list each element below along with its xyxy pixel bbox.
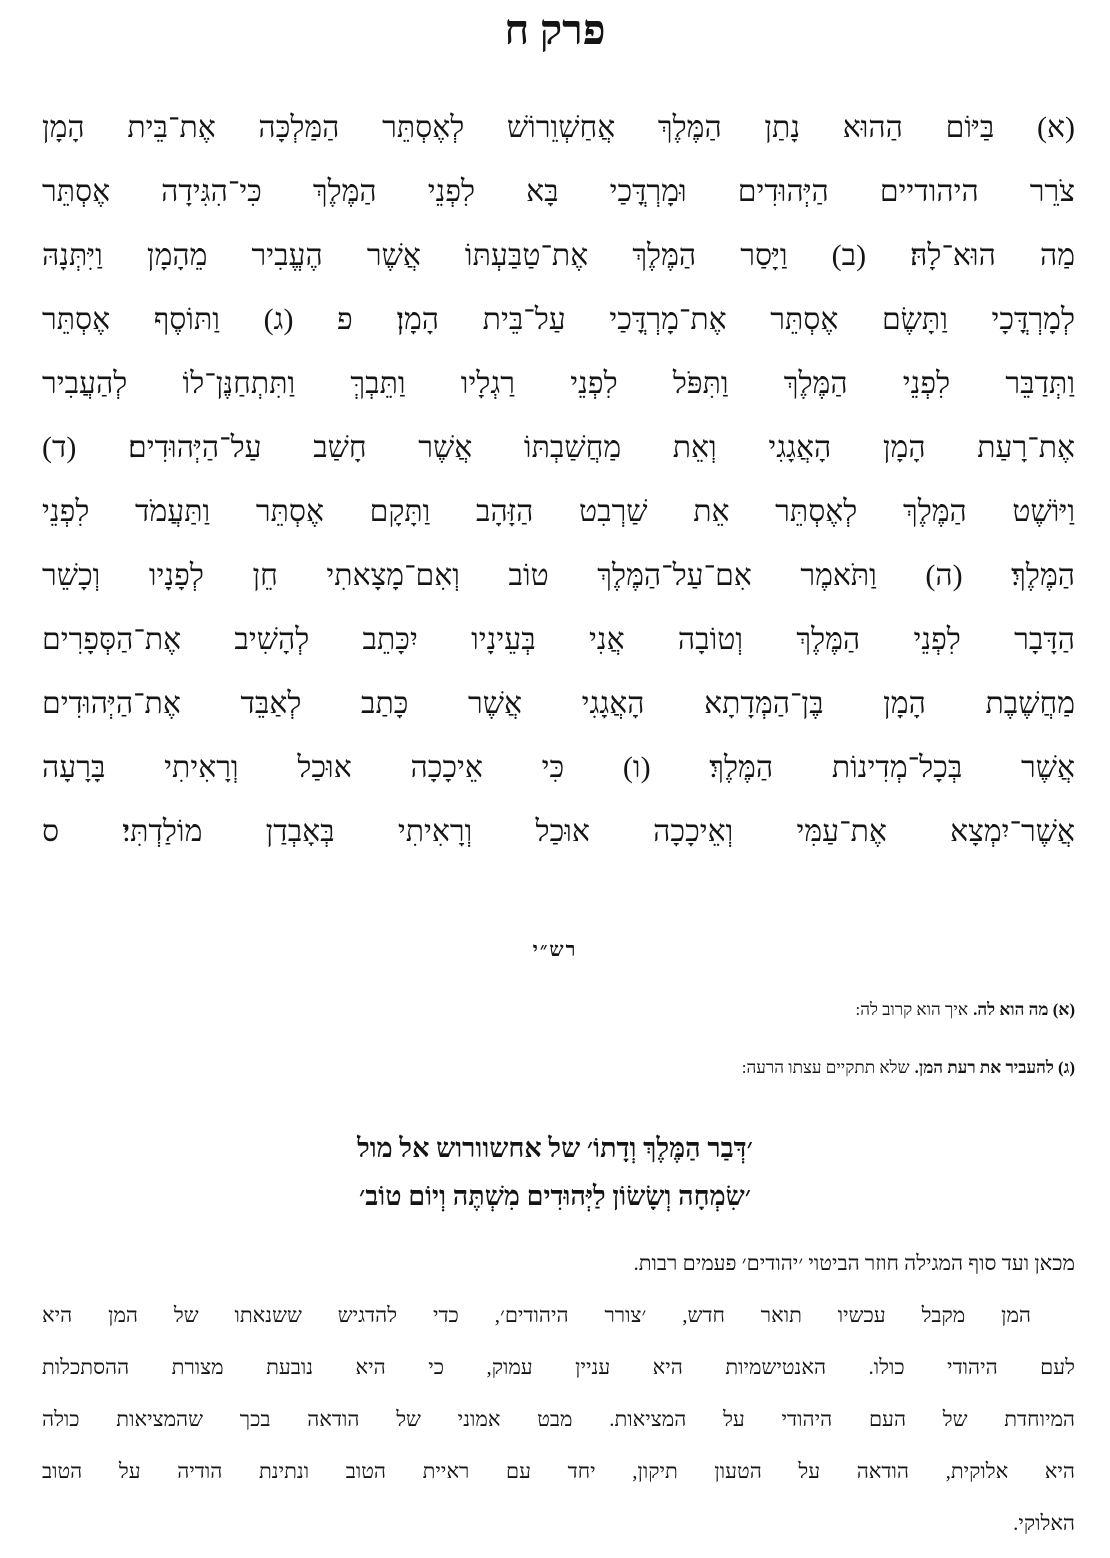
rashi-lemma: (ג) להעביר את רעת המן. xyxy=(914,1058,1075,1077)
essay-line: המיוחדת של העם היהודי על המציאות. מבט אמוני של הודאה בכך שהמציאות כולה xyxy=(42,1407,1075,1431)
rashi-heading: רש״י xyxy=(532,939,578,961)
chapter-title: פרק ח xyxy=(504,8,606,54)
essay-line: מכאן ועד סוף המגילה חוזר הביטוי ׳יהודים׳ פעמים רבות. xyxy=(633,1251,1075,1275)
verse-line: מַחֲשֶׁבֶת הָמָן בֶּן־הַמְּדָתָא הָאֲגָגִי אֲשֶׁר כָּתַב לְאַבֵּד אֶת־הַיְּהוּדִים xyxy=(42,687,1075,720)
verse-line: אֲשֶׁר בְּכָל־מְדִינוֹת הַמֶּלֶךְ׃ (ו) כִּי אֵיכָכָה אוּכַל וְרָאִיתִי בָּרָעָה xyxy=(42,751,1075,784)
verse-line: הַדָּבָר לִפְנֵי הַמֶּלֶךְ וְטוֹבָה אֲנִי בְּעֵינָיו יִכָּתֵב לְהָשִׁיב אֶת־הַסְּפָרִים xyxy=(42,623,1075,656)
rashi-text: שלא תתקיים עצתו הרעה: xyxy=(741,1058,910,1077)
verse-line: צֹרֵר היהודיים הַיְּהוּדִים וּמָרְדֳּכַי בָּא לִפְנֵי הַמֶּלֶךְ כִּי־הִגִּידָה אֶסְתֵּר xyxy=(42,175,1075,208)
verse-line: וַיּוֹשֶׁט הַמֶּלֶךְ לְאֶסְתֵּר אֵת שַׁרְבִט הַזָּהָב וַתָּקָם אֶסְתֵּר וַתַּעֲמֹד לִפְנֵי xyxy=(42,495,1075,528)
rashi-lemma: (א) מה הוא לה. xyxy=(973,1000,1075,1019)
verse-text-block xyxy=(42,96,1075,864)
essay-line: המן מקבל עכשיו תואר חדש, ׳צורר היהודים׳, כדי להדגיש ששנאתו של המן היא xyxy=(42,1303,1031,1327)
verse-line: (א) בַּיּוֹם הַהוּא נָתַן הַמֶּלֶךְ אֲחַשְׁוֵרוֹשׁ לְאֶסְתֵּר הַמַּלְכָּה אֶת־בֵּית הָמָן xyxy=(42,111,1075,144)
verse-line: הַמֶּלֶךְ׃ (ה) וַתֹּאמֶר אִם־עַל־הַמֶּלֶךְ טוֹב וְאִם־מָצָאתִי חֵן לְפָנָיו וְכָשֵׁר xyxy=(42,559,1075,592)
essay-heading xyxy=(0,1124,1110,1220)
essay-line: האלוקי. xyxy=(1013,1511,1075,1535)
rashi-comment xyxy=(42,994,1075,1052)
rashi-commentary xyxy=(42,994,1075,1110)
essay-line: לעם היהודי כולו. האנטישמיות היא עניין עמוק, כי היא נובעת מצורת ההסתכלות xyxy=(42,1355,1075,1379)
essay-body xyxy=(42,1237,1075,1549)
verse-line: אֶת־רָעַת הָמָן הָאֲגָגִי וְאֵת מַחֲשַׁבְתּוֹ אֲשֶׁר חָשַׁב עַל־הַיְּהוּדִים׃ (ד) xyxy=(42,431,1075,464)
verse-line: אֲשֶׁר־יִמְצָא אֶת־עַמִּי וְאֵיכָכָה אוּכַל וְרָאִיתִי בְּאָבְדַן מוֹלַדְתִּי׃ ס xyxy=(42,815,1075,848)
verse-line: מַה הוּא־לָהּ׃ (ב) וַיָּסַר הַמֶּלֶךְ אֶת־טַבַּעְתּוֹ אֲשֶׁר הֶעֱבִיר מֵהָמָן וַיִּתְּנָהּ xyxy=(42,239,1075,272)
verse-line: לְמָרְדֳּכָי וַתָּשֶׂם אֶסְתֵּר אֶת־מָרְדֳּכַי עַל־בֵּית הָמָן׃ פ (ג) וַתּוֹסֶף אֶסְתֵּר xyxy=(42,303,1075,336)
essay-heading-line: ׳דְּבַר הַמֶּלֶךְ וְדָתוֹ׳ של אחשוורוש אל מול xyxy=(357,1133,753,1163)
verse-line: וַתְּדַבֵּר לִפְנֵי הַמֶּלֶךְ וַתִּפֹּל לִפְנֵי רַגְלָיו וַתֵּבְךְּ וַתִּתְחַנֶּן־לוֹ לְהַעֲבִיר xyxy=(42,367,1075,400)
essay-heading-line: ׳שִׂמְחָה וְשָׂשׂוֹן לַיְּהוּדִים מִשְׁתֶּה וְיוֹם טוֹב׳ xyxy=(359,1181,751,1211)
rashi-text: איך הוא קרוב לה: xyxy=(855,1000,969,1019)
rashi-comment xyxy=(42,1052,1075,1110)
essay-line: היא אלוקית, הודאה על הטעון תיקון, יחד עם ראיית הטוב ונתינת הודיה על הטוב xyxy=(42,1459,1075,1483)
